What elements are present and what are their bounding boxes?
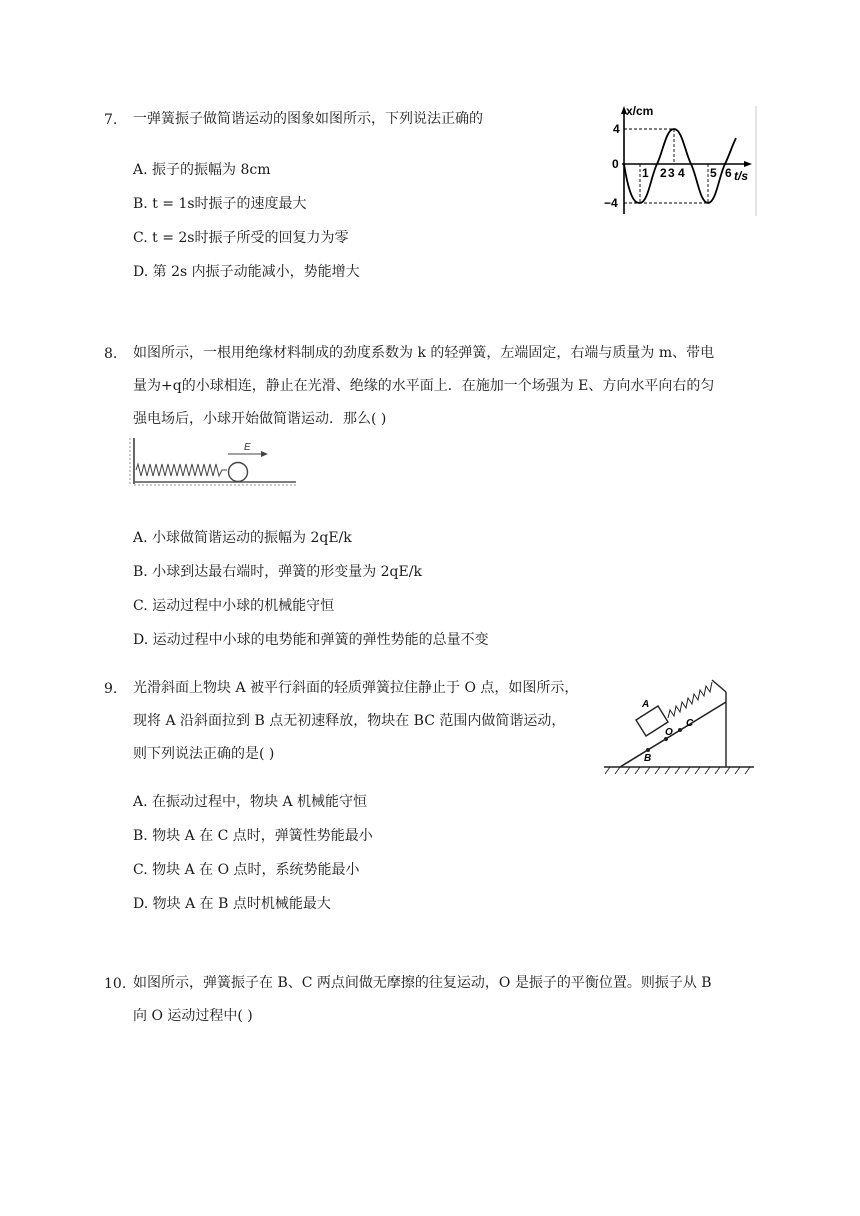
- option-b: B. t = 1s时振子的速度最大: [133, 196, 307, 212]
- question-number: 8.: [104, 346, 118, 362]
- spring-ball-figure: [128, 436, 298, 488]
- option-a: A. 在振动过程中，物块 A 机械能守恒: [133, 794, 368, 810]
- x-axis-arrow: [744, 161, 752, 167]
- x-tick-1: 1: [642, 166, 649, 180]
- option-c: C. 物块 A 在 O 点时，系统势能最小: [133, 862, 360, 878]
- incline-spring-figure: [602, 664, 758, 776]
- option-a: A. 振子的振幅为 8cm: [133, 162, 271, 178]
- option-b: B. 小球到达最右端时，弹簧的形变量为 2qE/k: [133, 564, 422, 580]
- block-a: [636, 706, 668, 736]
- option-c: C. t = 2s时振子所受的回复力为零: [133, 230, 349, 246]
- x-tick-6: 6: [725, 166, 732, 180]
- y-axis-label: x/cm: [626, 104, 654, 118]
- incline: [620, 702, 726, 767]
- option-d: D. 物块 A 在 B 点时机械能最大: [133, 896, 331, 912]
- vibration-graph-figure: [602, 102, 758, 218]
- spring: [668, 682, 712, 718]
- question-stem-line-2: 量为+q的小球相连，静止在光滑、绝缘的水平面上．在施加一个场强为 E、方向水平向右的匀: [133, 378, 715, 394]
- question-stem-line-3: 则下列说法正确的是( ): [133, 746, 275, 762]
- question-stem: 一弹簧振子做简谐运动的图象如图所示，下列说法正确的: [133, 111, 483, 127]
- option-d: D. 第 2s 内振子动能减小，势能增大: [133, 264, 360, 280]
- origin-label: 0: [612, 157, 619, 171]
- label-o: O: [665, 727, 673, 738]
- question-stem-line-1: 光滑斜面上物块 A 被平行斜面的轻质弹簧拉住静止于 O 点，如图所示，: [133, 680, 579, 696]
- question-stem-line-2: 现将 A 沿斜面拉到 B 点无初速释放，物块在 BC 范围内做简谐运动，: [133, 713, 566, 729]
- question-number: 10.: [104, 976, 127, 992]
- x-tick-3: 3: [668, 166, 675, 180]
- label-a: A: [642, 699, 650, 710]
- y-tick-4: 4: [613, 122, 620, 136]
- option-b: B. 物块 A 在 C 点时，弹簧性势能最小: [133, 828, 373, 844]
- option-c: C. 运动过程中小球的机械能守恒: [133, 598, 335, 614]
- spring: [136, 464, 227, 476]
- y-tick-minus-4: −4: [604, 196, 618, 210]
- x-tick-2: 2: [660, 166, 667, 180]
- label-c: C: [686, 718, 694, 729]
- question-stem-line-3: 强电场后，小球开始做简谐运动．那么( ): [133, 411, 387, 427]
- question-stem-line-1: 如图所示，一根用绝缘材料制成的劲度系数为 k 的轻弹簧，左端固定，右端与质量为 m、带电: [133, 345, 715, 361]
- question-number: 9.: [104, 681, 118, 697]
- label-b: B: [644, 753, 652, 764]
- option-d: D. 运动过程中小球的电势能和弹簧的弹性势能的总量不变: [133, 632, 489, 648]
- x-axis-label: t/s: [734, 169, 749, 183]
- question-stem-line-2: 向 O 运动过程中( ): [133, 1008, 253, 1024]
- option-a: A. 小球做简谐运动的振幅为 2qE/k: [133, 530, 352, 546]
- field-label: E: [244, 442, 251, 453]
- question-number: 7.: [104, 112, 118, 128]
- x-tick-4: 4: [678, 166, 685, 180]
- ball: [229, 463, 248, 482]
- x-tick-5: 5: [710, 166, 717, 180]
- question-stem-line-1: 如图所示，弹簧振子在 B、C 两点间做无摩擦的往复运动，O 是振子的平衡位置。则振子从 B: [133, 975, 712, 991]
